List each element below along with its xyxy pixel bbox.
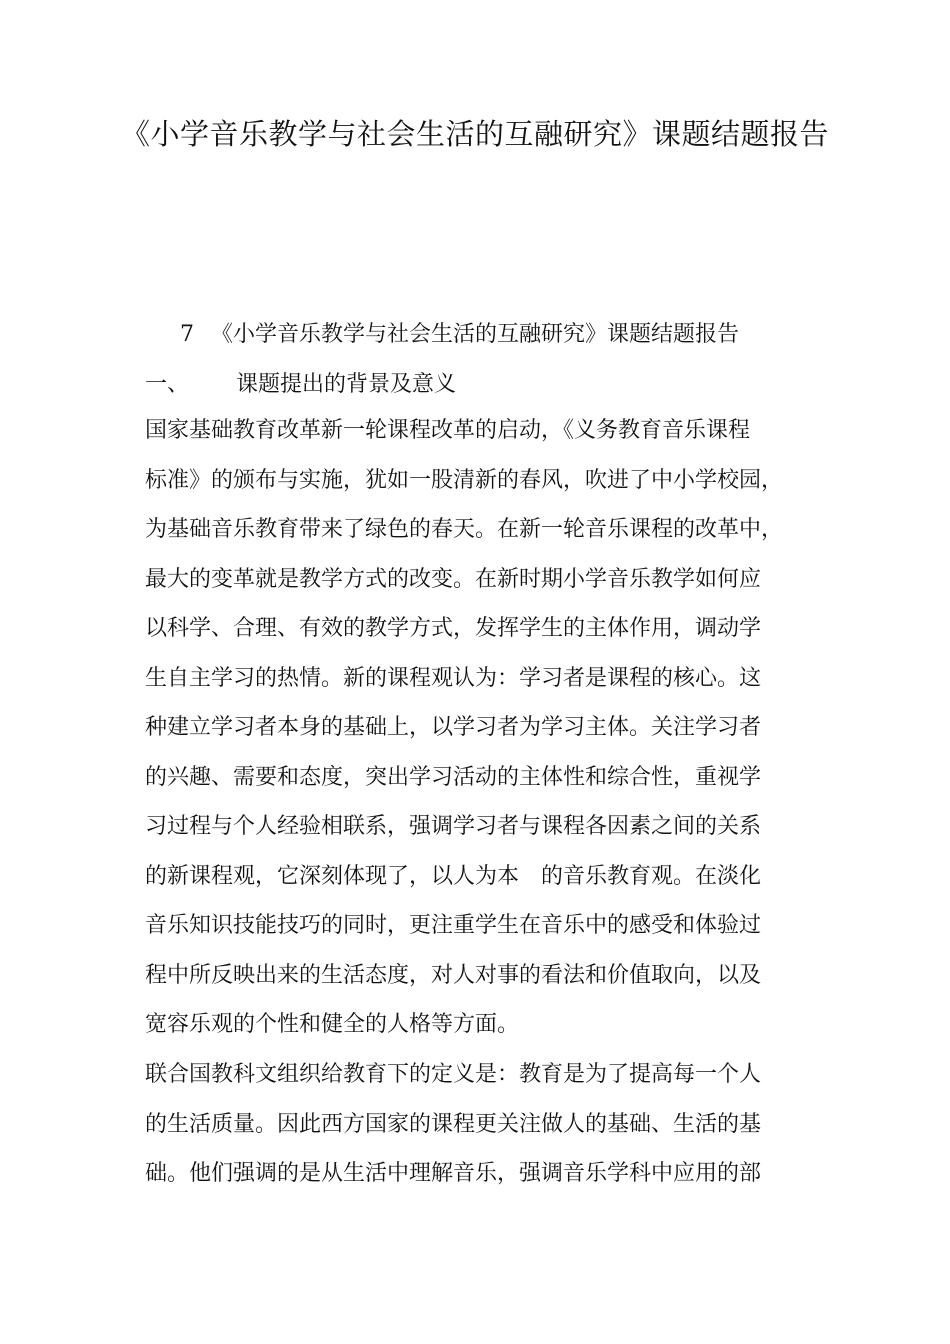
- text-line: 为基础音乐教育带来了绿色的春天。在新一轮音乐课程的改革中，: [145, 517, 784, 542]
- text-line: 以科学、合理、有效的教学方式，发挥学生的主体作用，调动学: [145, 616, 762, 641]
- text-line: 的兴趣、需要和态度，突出学习活动的主体性和综合性，重视学: [145, 764, 762, 790]
- document-title: 《小学音乐教学与社会生活的互融研究》课题结题报告: [120, 117, 829, 151]
- subtitle-number: 7: [180, 322, 194, 347]
- report-subtitle: [180, 318, 739, 352]
- text-line: 程中所反映出来的生活态度，对人对事的看法和价值取向，以及: [145, 962, 762, 988]
- text-line: 联合国教科文组织给教育下的定义是：教育是为了提高每一个人: [145, 1062, 762, 1087]
- text-line: 习过程与个人经验相联系，强调学习者与课程各因素之间的关系: [145, 814, 762, 839]
- text-line: 最大的变革就是教学方式的改变。在新时期小学音乐教学如何应: [145, 566, 762, 592]
- text-line: 的生活质量。因此西方国家的课程更关注做人的基础、生活的基: [145, 1111, 762, 1137]
- text-line: 的新课程观，它深刻体现了，以人为本 的音乐教育观。在淡化: [145, 863, 762, 889]
- text-line: 音乐知识技能技巧的同时，更注重学生在音乐中的感受和体验过: [145, 913, 762, 938]
- text-line: 国家基础教育改革新一轮课程改革的启动，《义务教育音乐课程: [145, 418, 751, 443]
- paragraph-1: [145, 406, 815, 1050]
- text-line: 种建立学习者本身的基础上，以学习者为学习主体。关注学习者: [145, 715, 762, 740]
- text-line: 标准》的颁布与实施，犹如一股清新的春风，吹进了中小学校园，: [145, 467, 784, 493]
- section-number: 一、: [145, 372, 190, 397]
- paragraph-2: [145, 1050, 815, 1199]
- text-line: 生自主学习的热情。新的课程观认为：学习者是课程的核心。这: [145, 665, 762, 691]
- section-heading-1: [145, 368, 456, 402]
- subtitle-text: 《小学音乐教学与社会生活的互融研究》课题结题报告: [211, 322, 740, 347]
- text-line: 础。他们强调的是从生活中理解音乐，强调音乐学科中应用的部: [145, 1161, 762, 1186]
- section-title: 课题提出的背景及意义: [236, 372, 457, 397]
- text-line: 宽容乐观的个性和健全的人格等方面。: [145, 1012, 520, 1037]
